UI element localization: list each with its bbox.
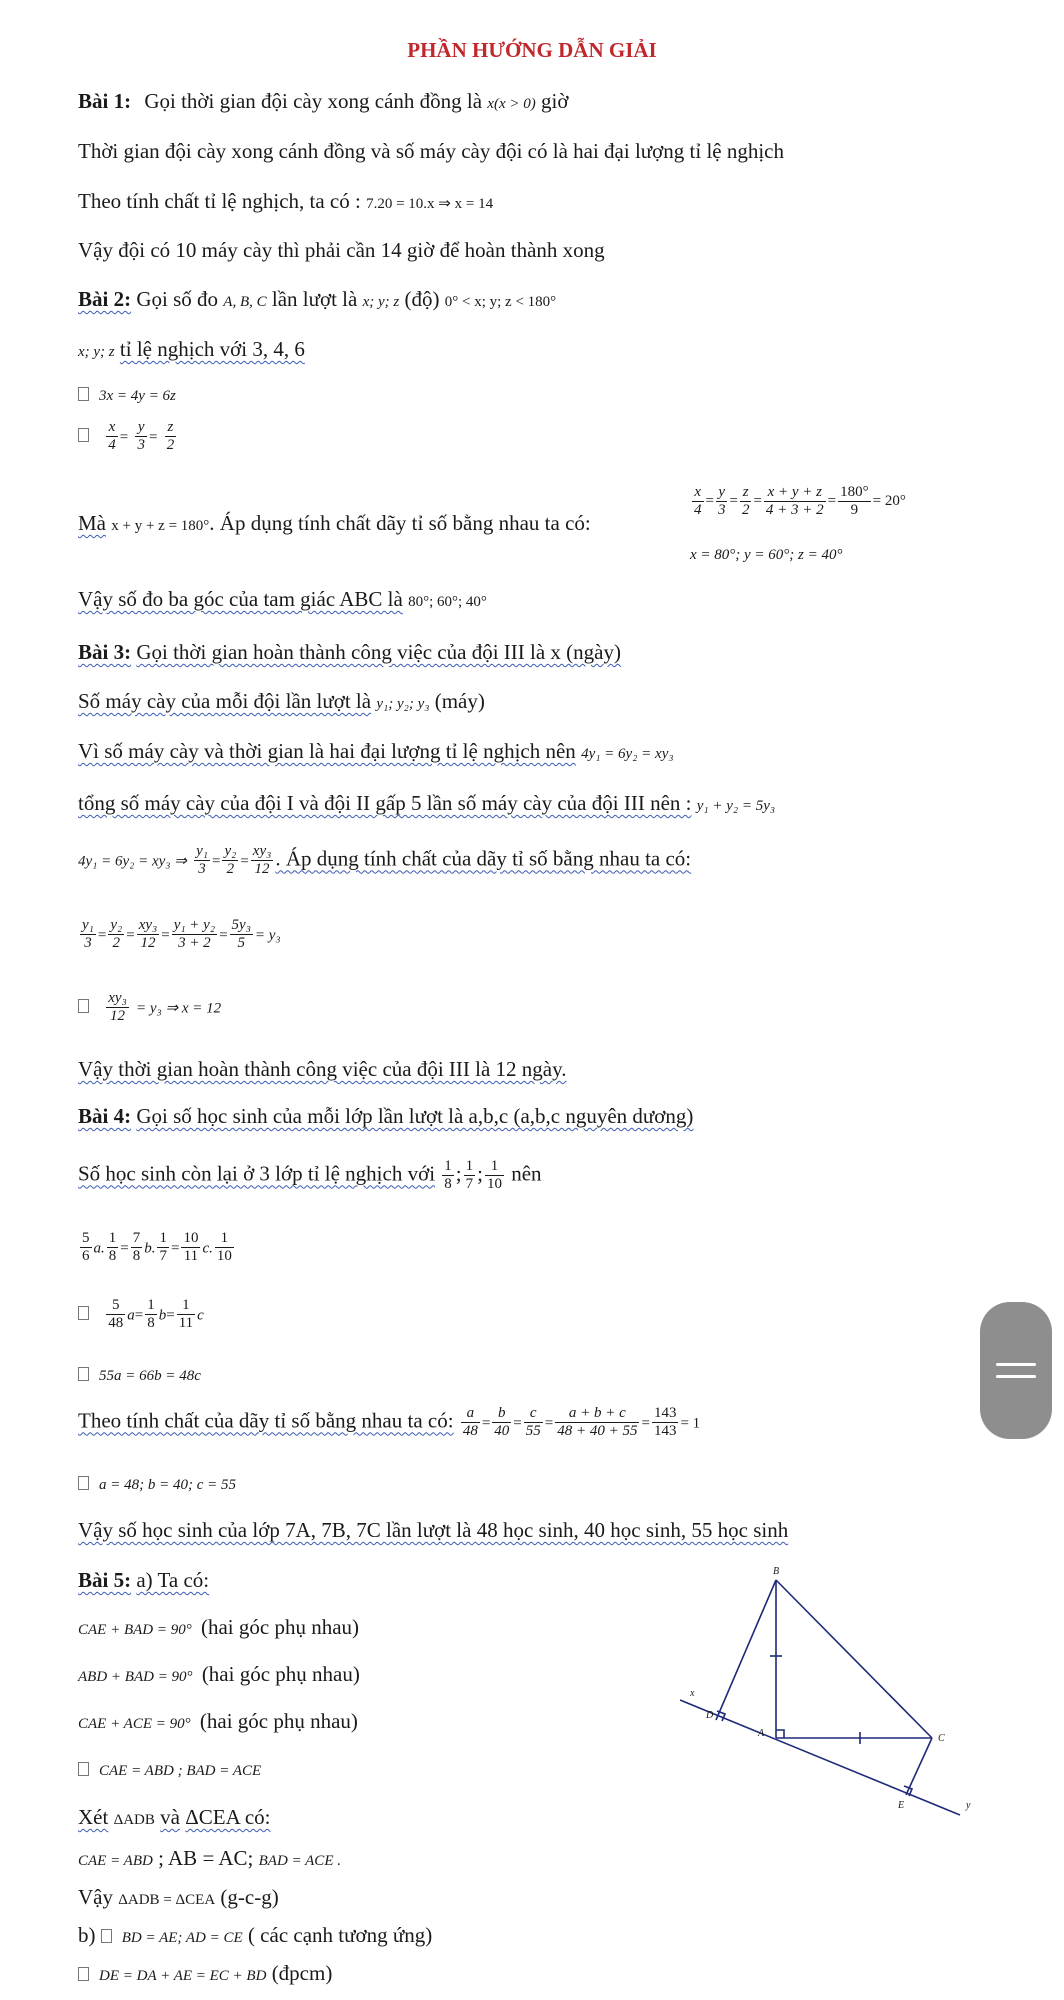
right-angle-A [776,1730,784,1738]
implies-symbol [78,428,89,442]
b4-line8: Vậy số học sinh của lớp 7A, 7B, 7C lần lượt là 48 học sinh, 40 học sinh, 55 học sinh [78,1518,789,1542]
b3-line2: Số máy cày của mỗi đội lần lượt là y₁; y₂; y₃ (máy) [78,689,485,713]
b5-line9: b) BD = AE; AD = CE ( các cạnh tương ứng) [78,1923,433,1947]
geometry-figure [680,1560,980,1830]
implies-symbol [101,1929,112,1943]
label-y: y [966,1800,971,1811]
segment-BD [716,1580,776,1720]
scroll-handle[interactable] [980,1302,1052,1439]
handle-grip-line [996,1363,1036,1366]
b3-line3: Vì số máy cày và thời gian là hai đại lượng tỉ lệ nghịch nên 4y₁ = 6y₂ = xy₃ [78,739,674,763]
b2-line3: 3x = 4y = 6z [78,378,176,411]
line-xy [680,1700,960,1815]
b5-line4: CAE + ACE = 90° (hai góc phụ nhau) [78,1709,358,1733]
b3-line8: Vậy thời gian hoàn thành công việc của đội III là 12 ngày. [78,1057,567,1081]
b3-line7: $\frac{\text{xy₃}}{12}$ = y₃ ⇒ x = 12 [78,990,221,1025]
b4-line6: Theo tính chất của dãy tỉ số bằng nhau ta có: $\frac{a}{48}$ = $\frac{b}{40}$ = $\frac{c}{55}$ = $\frac{a + b + c}{48 + 40 + 55}$ = $\frac{143}{143}$ = 1 [78,1405,701,1439]
b5-line2: CAE + BAD = 90° (hai góc phụ nhau) [78,1615,360,1639]
b4-line5: 55a = 66b = 48c [78,1358,201,1391]
implies-symbol [78,1762,89,1776]
b4-line4: $\frac{5}{48}$ a= $\frac{1}{8}$ b= $\frac{1}{11}$ c [78,1297,204,1332]
implies-symbol [78,387,89,401]
b3-line6: $\frac{\text{y₁}}{3}$ = $\frac{\text{y₂}}{2}$ = $\frac{\text{xy₃}}{12}$ = $\frac{\text{y₁ + y₂}}{3 + 2}$ = $\frac{\text{5y₃}}{5}$ = y₃ [82,917,281,951]
b1-label: Bài 1: [78,89,132,113]
handle-grip-line [996,1375,1036,1378]
b4-line1: Bài 4: Gọi số học sinh của mỗi lớp lần lượt là a,b,c (a,b,c nguyên dương) [78,1104,694,1128]
implies-symbol [78,1367,89,1381]
implies-symbol [78,1306,89,1320]
b2-result: x = 80°; y = 60°; z = 40° [690,547,843,563]
b3-line5: 4y₁ = 6y₂ = xy₃ ⇒ $\frac{\text{y₁}}{3}$ = $\frac{\text{y₂}}{2}$ = $\frac{\text{xy₃}}{12}$ . Áp dụng tính chất của dãy tỉ số bằng nhau ta có: [78,843,692,877]
b4-label: Bài 4: [78,1104,132,1128]
b1-line2: Thời gian đội cày xong cánh đồng và số máy cày đội có là hai đại lượng tỉ lệ nghịch [78,139,785,163]
label-E: E [898,1800,905,1811]
segment-CE [906,1738,932,1795]
implies-symbol [78,1967,89,1981]
b1-line4: Vậy đội có 10 máy cày thì phải cần 14 giờ để hoàn thành xong [78,238,605,262]
segment-BC [776,1580,932,1738]
b2-ratio-chain: $\frac{x}{4}$ = $\frac{y}{3}$ = $\frac{z}{2}$ = $\frac{x + y + z}{4 + 3 + 2}$ = $\frac{180^\circ}{9}$ = 20° [694,484,906,518]
label-x: x [690,1688,695,1699]
implies-symbol [78,999,89,1013]
b4-line3: $\frac{5}{6}$ a. $\frac{1}{8}$ = $\frac{7}{8}$ b. $\frac{1}{7}$ = $\frac{10}{11}$ c. $\frac{1}{10}$ [82,1230,232,1264]
b3-line4: tổng số máy cày của đội I và đội II gấp 5 lần số máy cày của đội III nên : y₁ + y₂ = 5y₃ [78,791,776,815]
b5-line8: Vậy ΔADB = ΔCEA (g-c-g) [78,1885,279,1909]
b5-line3: ABD + BAD = 90° (hai góc phụ nhau) [78,1662,360,1686]
page-title: PHẦN HƯỚNG DẪN GIẢI [407,38,657,62]
b3-label: Bài 3: [78,640,132,664]
label-A: A [758,1728,765,1739]
label-D: D [706,1710,714,1721]
b2-label: Bài 2: [78,287,132,311]
b2-line2: x; y; z tỉ lệ nghịch với 3, 4, 6 [78,337,305,361]
b5-line10: DE = DA + AE = EC + BD (đpcm) [78,1958,332,1991]
implies-symbol [78,1476,89,1490]
label-C: C [938,1733,945,1744]
b5-line1: Bài 5: a) Ta có: [78,1568,210,1592]
b2-line1: Bài 2: Gọi số đo A, B, C lần lượt là x; y; z (độ) 0° < x; y; z < 180° [78,287,557,311]
b5-line6: Xét ΔADB và ΔCEA có: [78,1805,271,1829]
b2-line4: $\frac{x}{4}$ = $\frac{y}{3}$ = $\frac{z}{2}$ [78,419,178,454]
b1-line1: Bài 1: Gọi thời gian đội cày xong cánh đồng là x(x > 0) giờ [78,89,569,113]
b1-line3: Theo tính chất tỉ lệ nghịch, ta có : 7.20 = 10.x ⇒ x = 14 [78,189,494,213]
b5-line5: CAE = ABD ; BAD = ACE [78,1753,261,1786]
b5-line7: CAE = ABD ; AB = AC; BAD = ACE . [78,1846,341,1870]
b2-line5: Mà x + y + z = 180°. Áp dụng tính chất dãy tỉ số bằng nhau ta có: [78,511,591,535]
b5-label: Bài 5: [78,1568,132,1592]
b2-line6: Vậy số đo ba góc của tam giác ABC là 80°; 60°; 40° [78,587,487,611]
label-B: B [773,1566,780,1577]
b4-line7: a = 48; b = 40; c = 55 [78,1467,236,1500]
b4-line2: Số học sinh còn lại ở 3 lớp tỉ lệ nghịch với $\frac{1}{8}$ ; $\frac{1}{7}$ ; $\frac{1}{10}$ nên [78,1158,542,1192]
b3-line1: Bài 3: Gọi thời gian hoàn thành công việc của đội III là x (ngày) [78,640,621,664]
